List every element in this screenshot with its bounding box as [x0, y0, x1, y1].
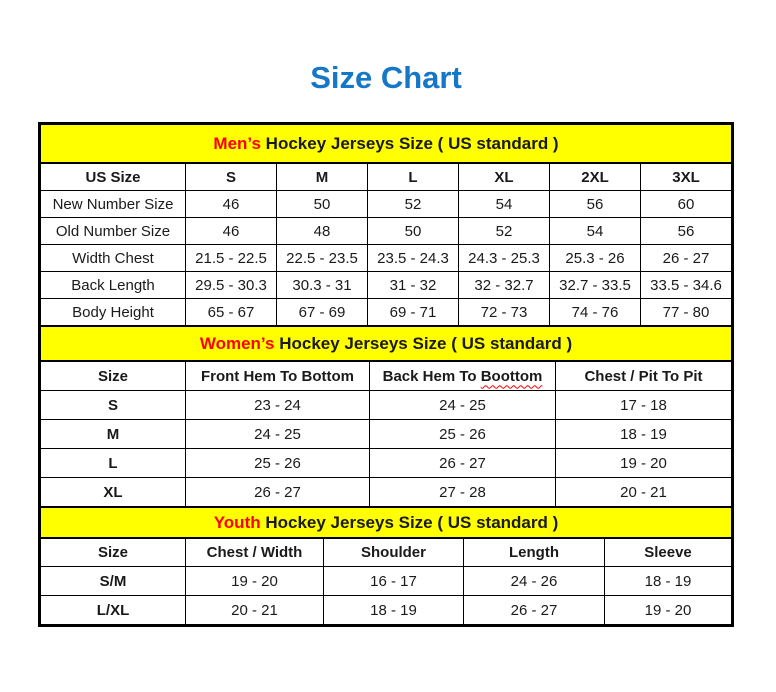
table-cell: 24 - 26 — [464, 567, 605, 596]
table-cell: 26 - 27 — [186, 478, 370, 507]
table-cell: 52 — [368, 191, 459, 218]
table-row-womens-m — [41, 420, 732, 449]
table-cell: 29.5 - 30.3 — [186, 272, 277, 299]
table-cell: 56 — [641, 218, 732, 245]
womens-section-title-rest: Hockey Jerseys Size ( US standard ) — [274, 333, 573, 353]
back-hem-prefix: Back Hem To — [382, 367, 481, 385]
table-cell: 19 - 20 — [186, 567, 324, 596]
misspelled-word: Boottom — [480, 367, 543, 385]
table-cell: 48 — [277, 218, 368, 245]
table-cell: 24 - 25 — [370, 391, 556, 420]
table-cell: 56 — [550, 191, 641, 218]
womens-col-header-back-hem — [370, 361, 556, 391]
womens-section-title — [41, 327, 732, 362]
table-cell: 69 - 71 — [368, 299, 459, 326]
table-row-old-number-size — [41, 218, 732, 245]
youth-col-header-sleeve: Sleeve — [605, 538, 732, 567]
mens-col-header-s: S — [186, 163, 277, 191]
table-cell: 46 — [186, 218, 277, 245]
womens-header-row — [41, 361, 732, 391]
table-row-youth-lxl — [41, 596, 732, 625]
womens-size-table — [40, 326, 732, 507]
youth-section-title — [41, 508, 732, 539]
table-cell: 26 - 27 — [641, 245, 732, 272]
table-cell: 25 - 26 — [370, 420, 556, 449]
mens-col-header-l: L — [368, 163, 459, 191]
table-cell: 33.5 - 34.6 — [641, 272, 732, 299]
youth-header-row — [41, 538, 732, 567]
mens-col-header-3xl: 3XL — [641, 163, 732, 191]
table-cell: 18 - 19 — [605, 567, 732, 596]
table-cell: 19 - 20 — [605, 596, 732, 625]
mens-section-title — [41, 125, 732, 164]
row-label: S — [41, 391, 186, 420]
table-cell: 67 - 69 — [277, 299, 368, 326]
table-cell: 32.7 - 33.5 — [550, 272, 641, 299]
row-label: S/M — [41, 567, 186, 596]
table-cell: 18 - 19 — [324, 596, 464, 625]
table-cell: 72 - 73 — [459, 299, 550, 326]
youth-col-header-length: Length — [464, 538, 605, 567]
mens-section-title-rest: Hockey Jerseys Size ( US standard ) — [260, 133, 559, 153]
table-cell: 23.5 - 24.3 — [368, 245, 459, 272]
youth-col-header-shoulder: Shoulder — [324, 538, 464, 567]
youth-col-header-chest-width: Chest / Width — [186, 538, 324, 567]
table-cell: 18 - 19 — [556, 420, 732, 449]
table-cell: 17 - 18 — [556, 391, 732, 420]
table-cell: 26 - 27 — [464, 596, 605, 625]
table-cell: 25 - 26 — [186, 449, 370, 478]
mens-col-header-m: M — [277, 163, 368, 191]
table-cell: 22.5 - 23.5 — [277, 245, 368, 272]
youth-section-title-rest: Hockey Jerseys Size ( US standard ) — [260, 512, 559, 532]
table-cell: 21.5 - 22.5 — [186, 245, 277, 272]
row-label: L/XL — [41, 596, 186, 625]
table-cell: 20 - 21 — [556, 478, 732, 507]
youth-col-header-size: Size — [41, 538, 186, 567]
mens-size-table — [40, 124, 732, 326]
page-title: Size Chart — [310, 60, 462, 95]
table-cell: 16 - 17 — [324, 567, 464, 596]
table-cell: 30.3 - 31 — [277, 272, 368, 299]
table-row-youth-sm — [41, 567, 732, 596]
womens-col-header-front-hem: Front Hem To Bottom — [186, 361, 370, 391]
table-row-womens-xl — [41, 478, 732, 507]
youth-size-table — [40, 507, 732, 625]
mens-col-header-us-size: US Size — [41, 163, 186, 191]
row-label: New Number Size — [41, 191, 186, 218]
table-cell: 19 - 20 — [556, 449, 732, 478]
mens-col-header-xl: XL — [459, 163, 550, 191]
table-cell: 24 - 25 — [186, 420, 370, 449]
table-cell: 20 - 21 — [186, 596, 324, 625]
row-label: L — [41, 449, 186, 478]
table-row-body-height — [41, 299, 732, 326]
table-cell: 23 - 24 — [186, 391, 370, 420]
table-cell: 27 - 28 — [370, 478, 556, 507]
table-row-new-number-size — [41, 191, 732, 218]
row-label: Back Length — [41, 272, 186, 299]
table-cell: 65 - 67 — [186, 299, 277, 326]
table-cell: 60 — [641, 191, 732, 218]
row-label: XL — [41, 478, 186, 507]
table-row-womens-l — [41, 449, 732, 478]
mens-section-title-highlight: Men’s — [213, 133, 261, 153]
table-cell: 74 - 76 — [550, 299, 641, 326]
table-cell: 54 — [459, 191, 550, 218]
mens-section-header — [41, 125, 732, 164]
mens-col-header-2xl: 2XL — [550, 163, 641, 191]
size-chart — [38, 122, 734, 627]
youth-section-title-highlight: Youth — [213, 512, 261, 532]
table-cell: 52 — [459, 218, 550, 245]
table-cell: 46 — [186, 191, 277, 218]
womens-section-title-highlight: Women’s — [199, 333, 275, 353]
table-cell: 31 - 32 — [368, 272, 459, 299]
youth-section-header — [41, 508, 732, 539]
table-cell: 54 — [550, 218, 641, 245]
table-row-back-length — [41, 272, 732, 299]
row-label: Body Height — [41, 299, 186, 326]
table-cell: 24.3 - 25.3 — [459, 245, 550, 272]
mens-header-row — [41, 163, 732, 191]
womens-col-header-chest: Chest / Pit To Pit — [556, 361, 732, 391]
womens-col-header-size: Size — [41, 361, 186, 391]
row-label: Width Chest — [41, 245, 186, 272]
table-cell: 26 - 27 — [370, 449, 556, 478]
womens-section-header — [41, 327, 732, 362]
row-label: Old Number Size — [41, 218, 186, 245]
table-cell: 32 - 32.7 — [459, 272, 550, 299]
table-cell: 77 - 80 — [641, 299, 732, 326]
table-cell: 50 — [277, 191, 368, 218]
table-cell: 50 — [368, 218, 459, 245]
table-row-width-chest — [41, 245, 732, 272]
row-label: M — [41, 420, 186, 449]
table-row-womens-s — [41, 391, 732, 420]
table-cell: 25.3 - 26 — [550, 245, 641, 272]
